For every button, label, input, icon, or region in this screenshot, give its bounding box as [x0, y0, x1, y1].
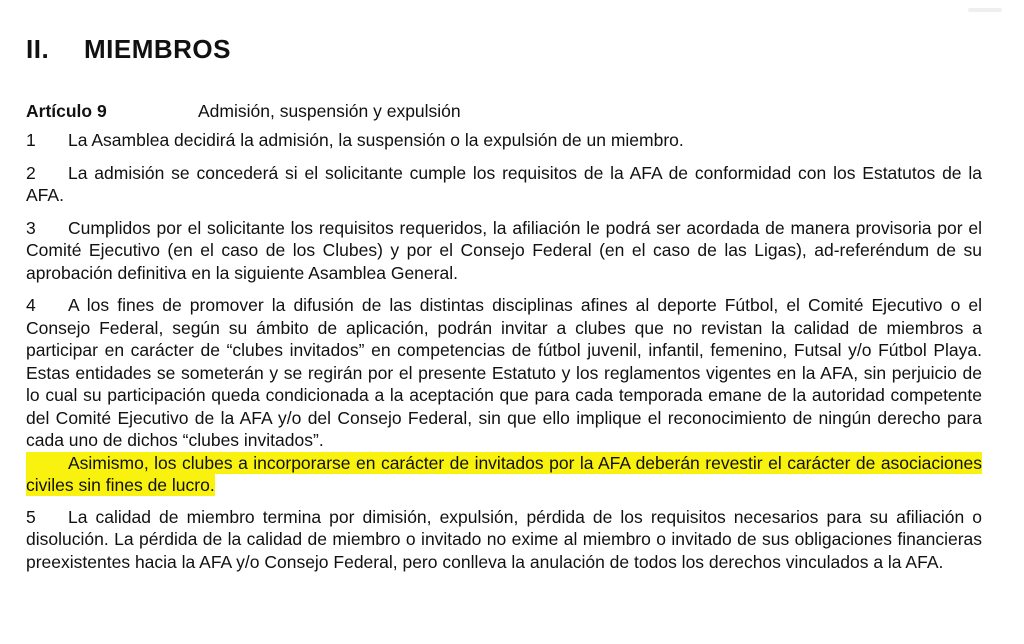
- paragraph-2: [26, 162, 982, 207]
- corner-mark: [968, 8, 1002, 12]
- paragraph-text: La admisión se concederá si el solicitante cumple los requisitos de la AFA de conformidad con los Estatutos de la AFA.: [26, 162, 982, 205]
- paragraph-number: 3: [26, 217, 36, 238]
- paragraph-number: 4: [26, 295, 36, 315]
- paragraph-number: 5: [26, 506, 36, 527]
- article-heading: [26, 101, 461, 122]
- section-number: II.: [26, 34, 50, 64]
- paragraph-3: [26, 217, 982, 285]
- paragraph-text: A los fines de promover la difusión de las distintas disciplinas afines al deporte Fútbol, el Comité Ejecutivo o el Consejo Federal, según su ámbito de aplicación, podrán invitar a clubes que no revistan la calidad de miembros a participar en carácter de “clubes invitados” en competencias de fútbol juvenil, infantil, femenino, Futsal y/o Fútbol Playa. Estas entidades se someterán y se regirán por el presente Estatuto y los reglamentos vigentes en la AFA, sin perjuicio de lo cual su participación queda condicionada a la aceptación que para cada temporada emane de la autoridad competente del Comité Ejecutivo de la AFA y/o del Consejo Federal, sin que ello implique el reconocimiento de ningún derecho para cada uno de dichos “clubes invitados”.: [26, 295, 982, 450]
- paragraph-1: [26, 129, 982, 152]
- paragraph-text: Asimismo, los clubes a incorporarse en carácter de invitados por la AFA deberán revestir el carácter de asociaciones civiles sin fines de lucro.: [26, 452, 982, 495]
- paragraph-text: Cumplidos por el solicitante los requisitos requeridos, la afiliación le podrá ser acordada de manera provisoria por el Comité Ejecutivo (en el caso de los Clubes) y por el Consejo Federal (en el caso de las Ligas), ad-referéndum de su aprobación definitiva en la siguiente Asamblea General.: [26, 217, 982, 283]
- section-title: MIEMBROS: [84, 34, 231, 64]
- highlighted-text: [26, 452, 982, 497]
- article-label: Artículo 9: [26, 101, 107, 121]
- paragraph-4-continuation: [26, 452, 982, 497]
- section-heading: [26, 34, 231, 65]
- article-title: Admisión, suspensión y expulsión: [198, 101, 461, 121]
- paragraph-number: 1: [26, 130, 36, 150]
- paragraph-text: La Asamblea decidirá la admisión, la suspensión o la expulsión de un miembro.: [68, 130, 684, 150]
- paragraph-5: [26, 506, 982, 574]
- paragraph-text: La calidad de miembro termina por dimisión, expulsión, pérdida de los requisitos necesarios para su afiliación o disolución. La pérdida de la calidad de miembro o invitado no exime al miembro o invitado de sus obligaciones financieras preexistentes hacia la AFA y/o Consejo Federal, pero conlleva la anulación de todos los derechos vinculados a la AFA.: [26, 506, 982, 572]
- paragraph-4: [26, 294, 982, 452]
- article-body: [26, 129, 982, 583]
- paragraph-number: 2: [26, 162, 36, 183]
